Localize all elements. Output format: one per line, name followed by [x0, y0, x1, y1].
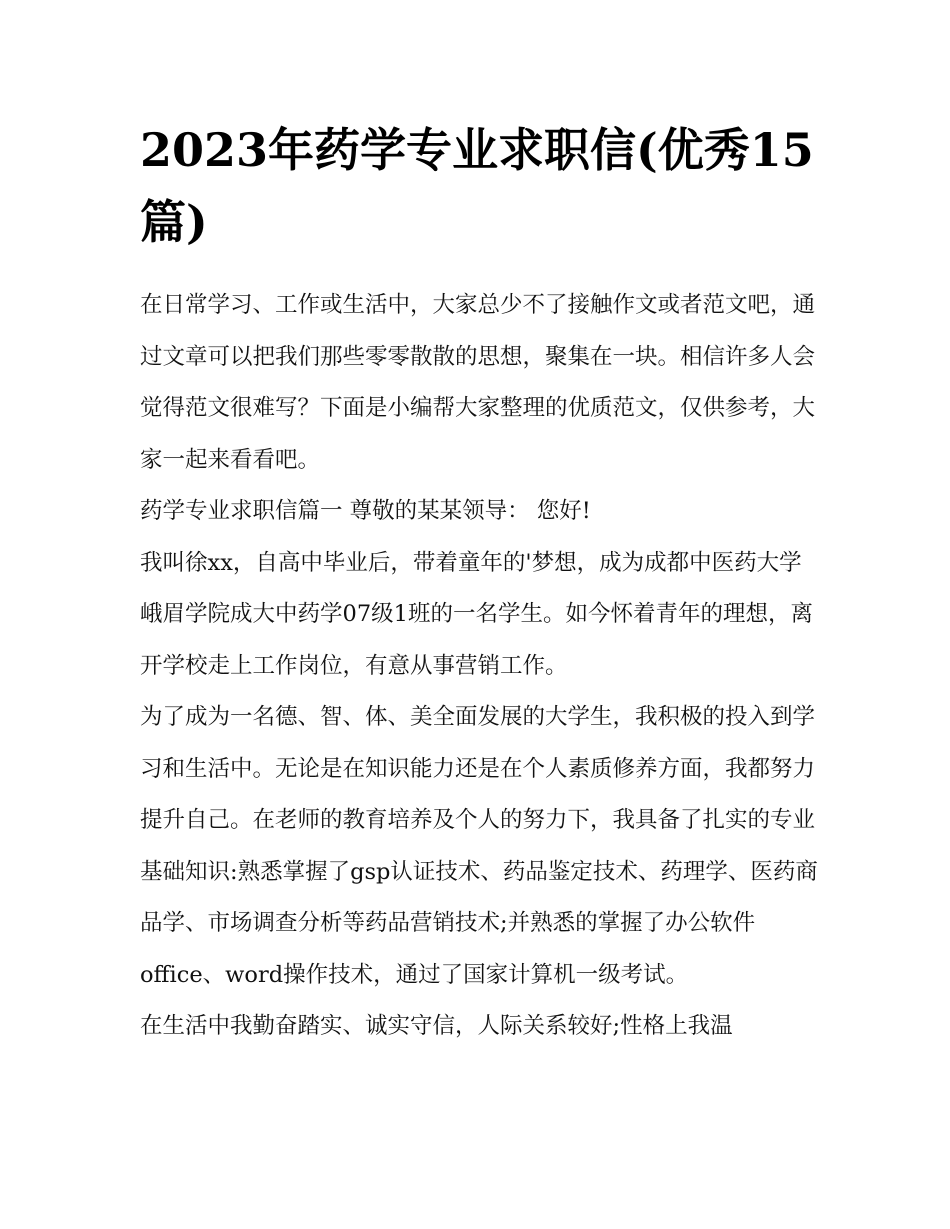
- paragraph-salutation: 药学专业求职信篇一 尊敬的某某领导： 您好!: [140, 498, 591, 524]
- document-body: [140, 280, 820, 1053]
- document-title: 2023年药学专业求职信(优秀15篇): [140, 123, 814, 249]
- paragraph-self-introduction: 我叫徐xx，自高中毕业后，带着童年的'梦想，成为成都中医药大学峨眉学院成大中药学07级1班的一名学生。如今怀着青年的理想，离开学校走上工作岗位，有意从事营销工作。: [140, 549, 813, 679]
- paragraph-intro: 在日常学习、工作或生活中，大家总少不了接触作文或者范文吧，通过文章可以把我们那些零零散散的思想，聚集在一块。相信许多人会觉得范文很难写？下面是小编帮大家整理的优质范文，仅供参考，大家一起来看看吧。: [140, 292, 816, 473]
- paragraph-skills: 为了成为一名德、智、体、美全面发展的大学生，我积极的投入到学习和生活中。无论是在知识能力还是在个人素质修养方面，我都努力提升自己。在老师的教育培养及个人的努力下，我具备了扎实的专业基础知识:熟悉掌握了gsp认证技术、药品鉴定技术、药理学、医药商品学、市场调查分析等药品营销技术;并熟悉的掌握了办公软件office、word操作技术，通过了国家计算机一级考试。: [140, 704, 818, 988]
- paragraph-personality: 在生活中我勤奋踏实、诚实守信，人际关系较好;性格上我温: [140, 1013, 733, 1039]
